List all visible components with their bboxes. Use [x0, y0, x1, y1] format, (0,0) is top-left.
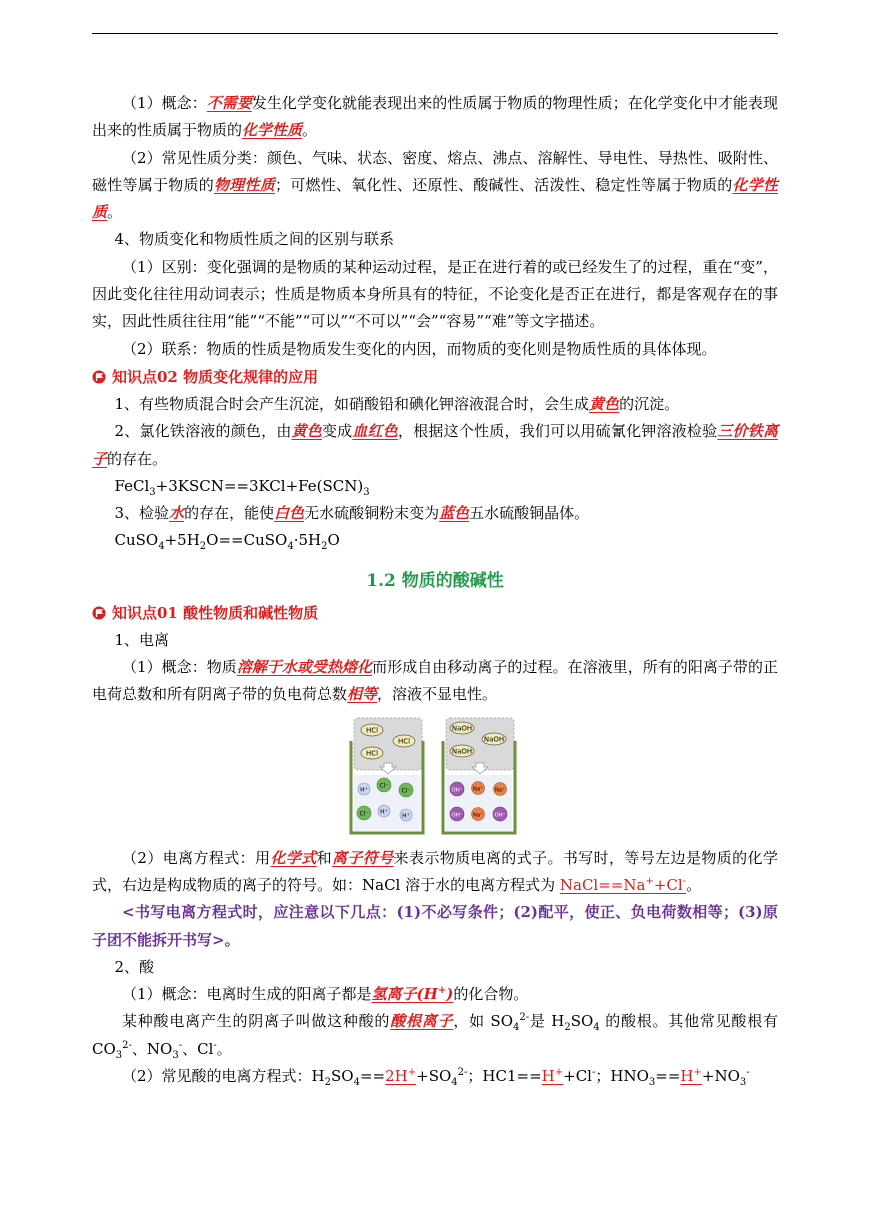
text: NaCl==Na: [559, 875, 646, 894]
text: 1、有些物质混合时会产生沉淀，如硝酸铅和碘化钾溶液混合时，会生成: [114, 394, 590, 413]
keyword: 化学性质: [242, 121, 303, 140]
flag-icon: [92, 370, 106, 384]
text: 和: [316, 848, 333, 867]
superscript: -: [682, 875, 687, 887]
ionization-figure: [92, 715, 778, 839]
keyword: [372, 985, 454, 1003]
keyword: 离子符号: [332, 848, 394, 867]
text: （1）概念：电离时生成的阳离子都是: [122, 985, 372, 1004]
text: +5H: [164, 531, 200, 550]
text: ；HC1==: [467, 1067, 542, 1086]
text: SO: [570, 1012, 594, 1031]
superscript: -: [213, 1039, 217, 1051]
ion-label: OH⁻: [494, 812, 506, 819]
text: 、Cl: [182, 1039, 214, 1058]
ion-label: H⁺: [360, 786, 368, 794]
subscript: 4: [158, 541, 165, 553]
subscript: 2: [199, 541, 207, 553]
subscript: 2: [321, 541, 328, 553]
paragraph-water-test: [92, 500, 778, 527]
text: 2、氯化铁溶液的颜色，由: [114, 422, 292, 441]
document-body: [92, 90, 778, 1090]
subscript: 3: [739, 1077, 747, 1089]
text: ；可燃性、氧化性、还原性、酸碱性、活泼性、稳定性等属于物质的: [275, 175, 733, 194]
ion-answer: [542, 1067, 563, 1085]
ion-label: Cl⁻: [379, 782, 389, 790]
text: ，如 SO: [453, 1012, 514, 1031]
equation-fecl3: [92, 473, 778, 500]
text: H: [541, 1067, 555, 1086]
text: SO: [331, 1067, 354, 1086]
keyword: 白色: [274, 504, 305, 523]
superscript: +: [437, 985, 447, 997]
paragraph-relation: （2）联系：物质的性质是物质发生变化的内因，而物质的变化则是物质性质的具体体现。: [122, 339, 717, 358]
naoh-label: NaOH: [451, 747, 473, 756]
subscript: 4: [513, 1022, 520, 1034]
heading-4: 4、物质变化和物质性质之间的区别与联系: [114, 230, 395, 249]
superscript: +: [407, 1067, 417, 1079]
keyword: 酸根离子: [390, 1012, 454, 1031]
keyword: 三价铁离子: [92, 422, 778, 468]
text: 的存在，能使: [184, 504, 275, 523]
naoh-label: NaOH: [483, 735, 505, 744]
subscript: 4: [287, 541, 294, 553]
text: （2）常见性质分类：颜色、气味、状态、密度、熔点、沸点、溶解性、导电性、导热性、吸附性、磁性等属于物质的: [92, 148, 778, 194]
text: H: [680, 1067, 694, 1086]
subscript: 3: [149, 486, 156, 498]
knowledge-point-heading: [92, 599, 778, 627]
ion-label: Na⁺: [494, 787, 506, 794]
text: ==: [359, 1067, 386, 1086]
text: 。: [302, 121, 318, 140]
hcl-label: HCl: [397, 737, 411, 746]
paragraph-difference: （1）区别：变化强调的是物质的某种运动过程，是正在进行着的或已经发生了的过程，重在“变”，因此变化往往用动词表示；性质是物质本身所具有的特征，不论变化是否正在进行，都是客观存在的事实，因此性质往往用“能”“不能”“可以”“不可以”“会”“容易”“难”等文字描述。: [92, 257, 778, 331]
text: O: [327, 531, 340, 550]
subscript: 3: [172, 1049, 179, 1061]
text: ==: [655, 1067, 681, 1086]
note-ionization-rules: <书写电离方程式时，应注意以下几点：(1)不必写条件；(2)配平，使正、负电荷数相等；(3)原子团不能拆开书写>。: [92, 903, 778, 949]
text: 某种酸电离产生的阴离子叫做这种酸的: [122, 1012, 391, 1031]
keyword: 相等: [347, 685, 378, 704]
superscript: +: [645, 875, 654, 887]
heading-acid: 2、酸: [114, 957, 155, 976]
keyword: 血红色: [352, 422, 398, 441]
keyword: 黄色: [291, 422, 322, 441]
text: （2）电离方程式：用: [122, 848, 271, 867]
heading-ionization: 1、电离: [114, 630, 170, 649]
ion-label: H⁺: [380, 808, 388, 816]
text: 。: [216, 1039, 232, 1058]
subscript: 2: [324, 1077, 332, 1089]
ion-label: OH⁻: [451, 812, 463, 819]
ion-label: Na⁺: [472, 786, 484, 793]
hcl-label: HCl: [365, 726, 379, 735]
text: +Cl: [563, 1067, 592, 1086]
text: FeCl: [114, 476, 150, 495]
text: +3KSCN==3KCl+Fe(SCN): [155, 476, 364, 495]
text: 是 H: [529, 1012, 565, 1031]
subscript: 3: [115, 1049, 123, 1061]
text: 来表示物质电离的式子。书写时，等号左边是物质的化学式，右边是构成物质的离子的符号。如：NaCl 溶于水的电离方程式为: [92, 848, 778, 894]
ion-answer: [385, 1067, 416, 1085]
superscript: +: [693, 1067, 702, 1079]
ion-label: Na⁺: [472, 812, 484, 819]
superscript: 2-: [122, 1039, 132, 1051]
text: （1）概念：: [122, 94, 207, 112]
subscript: 4: [451, 1077, 458, 1089]
subscript: 4: [593, 1022, 600, 1034]
text: 的化合物。: [453, 985, 529, 1004]
section-title: 1.2 物质的酸碱性: [366, 570, 504, 591]
text: 五水硫酸铜晶体。: [469, 504, 590, 523]
superscript: 2-: [519, 1012, 530, 1024]
text: 的存在。: [107, 449, 168, 468]
text: ): [446, 985, 454, 1004]
text: 而形成自由移动离子的过程。在溶液里，所有的阳离子带的正电荷总数和所有阴离子带的负电荷总数: [92, 658, 778, 704]
keyword: 蓝色: [439, 504, 470, 523]
text: 2H: [385, 1067, 408, 1086]
text: 无水硫酸铜粉末变为: [304, 504, 440, 523]
knowledge-point-heading: [92, 363, 778, 391]
paragraph-acid-radical: [92, 1008, 778, 1063]
text: 变成: [321, 422, 353, 441]
ion-label: Cl⁻: [401, 787, 411, 795]
keyword: 化学式: [270, 848, 317, 867]
keyword: 不需要: [206, 94, 252, 112]
paragraph-ionization-equation: [92, 845, 778, 900]
text: 氢离子(H: [371, 985, 438, 1004]
hcl-beaker: [351, 718, 423, 833]
keyword: 黄色: [589, 394, 620, 413]
subscript: 2: [564, 1022, 571, 1034]
naoh-label: NaOH: [451, 724, 473, 733]
paragraph-acid-concept: [92, 981, 778, 1008]
paragraph-concept: [92, 90, 778, 145]
equation-cuso4: [92, 527, 778, 554]
header-rule: [92, 33, 778, 34]
heading-text: 知识点02 物质变化规律的应用: [112, 367, 319, 386]
keyword: 溶解于水或受热熔化: [236, 658, 373, 677]
superscript: 2-: [457, 1067, 468, 1079]
paragraph-classification: [92, 145, 778, 227]
ion-answer: [680, 1067, 701, 1085]
superscript: -: [746, 1067, 750, 1079]
text: 的酸根。其他常见酸根有 CO: [92, 1012, 778, 1058]
text: 的沉淀。: [619, 394, 680, 413]
heading-text: 知识点01 酸性物质和碱性物质: [112, 603, 319, 622]
text: +SO: [416, 1067, 452, 1086]
keyword: 水: [169, 504, 185, 523]
keyword: 物理性质: [214, 175, 275, 194]
text: ，溶液不显电性。: [377, 685, 498, 704]
paragraph-iron-chloride: [92, 418, 778, 473]
text: O==CuSO: [206, 531, 288, 550]
text: 。: [107, 203, 123, 222]
text: CuSO: [114, 531, 159, 550]
nacl-equation: [560, 876, 686, 894]
subscript: 3: [363, 486, 370, 498]
text: ；HNO: [595, 1067, 649, 1086]
text: 3、检验: [114, 504, 170, 523]
flag-icon: [92, 606, 106, 620]
keyword: 化学性质: [92, 175, 778, 222]
ionization-diagram: [348, 715, 522, 839]
subscript: 4: [353, 1077, 360, 1089]
text: （1）概念：物质: [122, 658, 237, 677]
ion-label: H⁺: [402, 812, 410, 820]
hcl-label: HCl: [365, 749, 379, 758]
paragraph-precipitate: [92, 391, 778, 418]
text: +Cl: [653, 875, 683, 894]
superscript: -: [178, 1039, 183, 1051]
subscript: 3: [648, 1077, 656, 1089]
ion-label: OH⁻: [451, 787, 463, 794]
naoh-beaker: [443, 718, 515, 833]
superscript: -: [591, 1067, 596, 1079]
superscript: +: [554, 1067, 564, 1079]
ion-label: Cl⁻: [359, 810, 369, 818]
paragraph-ionization-concept: [92, 654, 778, 709]
text: 。: [686, 875, 702, 894]
text: 、NO: [131, 1039, 173, 1058]
text: ，根据这个性质，我们可以用硫氰化钾溶液检验: [398, 422, 718, 441]
text: （2）常见酸的电离方程式：H: [122, 1067, 325, 1086]
text: 发生化学变化就能表现出来的性质属于物质的物理性质；在化学变化中才能表现出来的性质属于物质的: [92, 94, 778, 140]
paragraph-acid-equations: [92, 1063, 778, 1090]
text: ·5H: [293, 531, 322, 550]
text: +NO: [701, 1067, 740, 1086]
